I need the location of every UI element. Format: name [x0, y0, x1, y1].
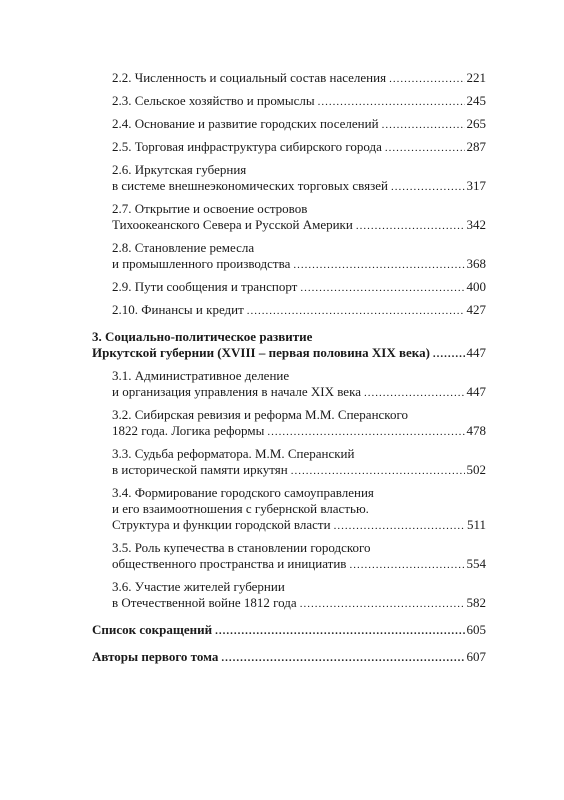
toc-page-number: 554	[466, 556, 486, 571]
toc-entry-2-7[interactable]	[92, 201, 486, 234]
toc-entry-title: 2.9. Пути сообщения и транспорт	[112, 279, 298, 294]
toc-entry-title: 2.10. Финансы и кредит	[112, 302, 244, 317]
toc-entry-title-line: 3.5. Роль купечества в становлении городского	[112, 540, 371, 555]
toc-entry-title: и промышленного производства	[112, 256, 291, 271]
toc-entry-title-line: 3.6. Участие жителей губернии	[112, 579, 285, 594]
toc-entry-authors[interactable]	[92, 649, 486, 666]
toc-page-number: 368	[466, 256, 486, 271]
dot-leader	[293, 257, 464, 273]
table-of-contents	[92, 70, 486, 666]
toc-entry-title: Авторы первого тома	[92, 649, 219, 664]
toc-entry-2-2[interactable]	[92, 70, 486, 87]
toc-entry-title-line: 2.8. Становление ремесла	[112, 240, 255, 255]
toc-entry-2-10[interactable]	[92, 302, 486, 319]
toc-entry-2-4[interactable]	[92, 116, 486, 133]
toc-page-number: 447	[466, 384, 486, 399]
toc-entry-2-9[interactable]	[92, 279, 486, 296]
toc-page-number: 605	[466, 622, 486, 637]
toc-entry-title-line: 3.4. Формирование городского самоуправления	[112, 485, 374, 500]
toc-page-number: 342	[466, 217, 486, 232]
toc-entry-title: 2.4. Основание и развитие городских поселений	[112, 116, 379, 131]
toc-entry-3-3[interactable]	[92, 446, 486, 479]
toc-entry-3-2[interactable]	[92, 407, 486, 440]
dot-leader	[433, 346, 465, 362]
toc-entry-title: 1822 года. Логика реформы	[112, 423, 265, 438]
toc-entry-title-line: и его взаимоотношения с губернской властью.	[112, 501, 369, 516]
toc-page-number: 607	[466, 649, 486, 664]
toc-entry-title: 2.2. Численность и социальный состав населения	[112, 70, 387, 85]
toc-entry-2-6[interactable]	[92, 162, 486, 195]
toc-entry-title: 2.5. Торговая инфраструктура сибирского города	[112, 139, 382, 154]
toc-entry-2-5[interactable]	[92, 139, 486, 156]
dot-leader	[385, 140, 465, 156]
toc-entry-title: общественного пространства и инициатив	[112, 556, 347, 571]
toc-page-number: 245	[466, 93, 486, 108]
toc-entry-title: в Отечественной войне 1812 года	[112, 595, 297, 610]
toc-entry-title-line: 3. Социально-политическое развитие	[92, 329, 313, 344]
toc-entry-abbreviations[interactable]	[92, 622, 486, 639]
toc-entry-3-5[interactable]	[92, 540, 486, 573]
dot-leader	[291, 463, 465, 479]
toc-entry-title-line: 2.7. Открытие и освоение островов	[112, 201, 308, 216]
toc-entry-title: Структура и функции городской власти	[112, 517, 331, 532]
toc-entry-title-line: 2.6. Иркутская губерния	[112, 162, 247, 177]
toc-page-number: 582	[466, 595, 486, 610]
toc-entry-3-4[interactable]	[92, 485, 486, 534]
dot-leader	[215, 623, 464, 639]
toc-entry-title: в исторической памяти иркутян	[112, 462, 288, 477]
toc-page-number: 478	[466, 423, 486, 438]
dot-leader	[300, 280, 464, 296]
dot-leader	[389, 71, 464, 87]
toc-page-number: 427	[466, 302, 486, 317]
toc-entry-title: 2.3. Сельское хозяйство и промыслы	[112, 93, 315, 108]
dot-leader	[391, 179, 465, 195]
dot-leader	[382, 117, 465, 133]
toc-page-number: 447	[466, 345, 486, 360]
toc-entry-title: и организация управления в начале XIX века	[112, 384, 361, 399]
dot-leader	[356, 218, 465, 234]
toc-entry-title: Иркутской губернии (XVIII – первая половина XIX века)	[92, 345, 430, 360]
dot-leader	[334, 518, 465, 534]
toc-entry-title-line: 3.2. Сибирская ревизия и реформа М.М. Сперанского	[112, 407, 408, 422]
dot-leader	[267, 424, 464, 440]
dot-leader	[349, 557, 464, 573]
toc-page-number: 221	[466, 70, 486, 85]
toc-entry-title-line: 3.1. Административное деление	[112, 368, 290, 383]
toc-page-number: 317	[466, 178, 486, 193]
toc-page-number: 502	[466, 462, 486, 477]
toc-page-number: 287	[466, 139, 486, 154]
dot-leader	[221, 650, 464, 666]
dot-leader	[364, 385, 465, 401]
dot-leader	[300, 596, 465, 612]
toc-entry-3-1[interactable]	[92, 368, 486, 401]
toc-page-number: 511	[466, 517, 486, 532]
toc-entry-chapter-3[interactable]	[92, 329, 486, 362]
toc-entry-title: в системе внешнеэкономических торговых связей	[112, 178, 388, 193]
toc-entry-2-3[interactable]	[92, 93, 486, 110]
toc-entry-3-6[interactable]	[92, 579, 486, 612]
toc-entry-title: Список сокращений	[92, 622, 213, 637]
dot-leader	[318, 94, 465, 110]
toc-entry-2-8[interactable]	[92, 240, 486, 273]
dot-leader	[247, 303, 465, 319]
toc-entry-title-line: 3.3. Судьба реформатора. М.М. Сперанский	[112, 446, 355, 461]
toc-page-number: 400	[466, 279, 486, 294]
toc-page-number: 265	[466, 116, 486, 131]
toc-entry-title: Тихоокеанского Севера и Русской Америки	[112, 217, 353, 232]
